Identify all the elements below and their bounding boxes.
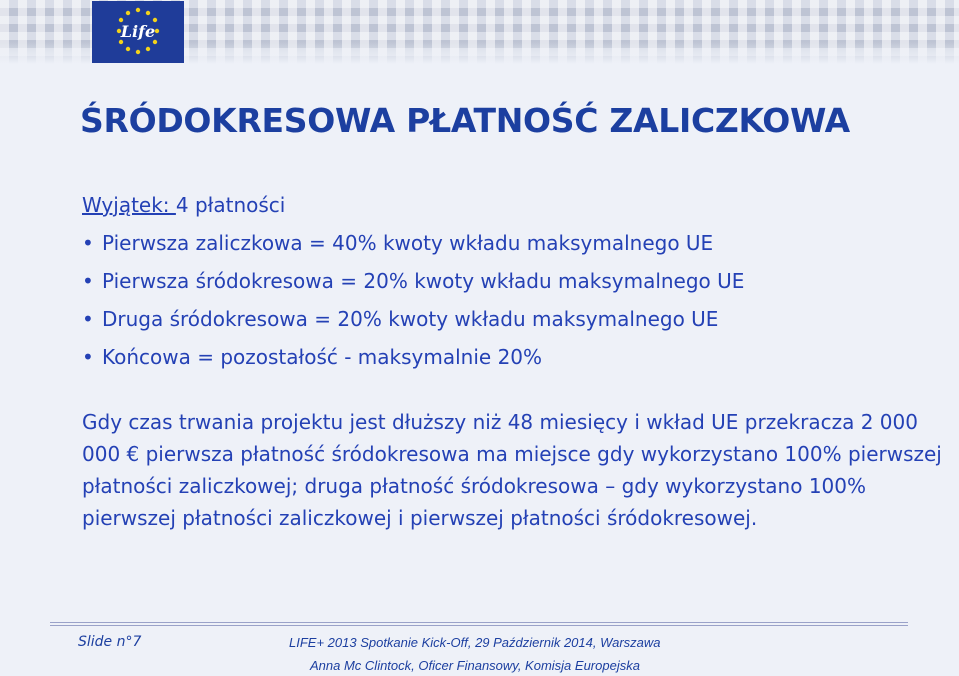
slide-title: ŚRÓDOKRESOWA PŁATNOŚĆ ZALICZKOWA [80, 101, 850, 140]
bullet-text: Druga śródokresowa = 20% kwoty wkładu maksymalnego UE [102, 307, 719, 331]
bullet-text: Pierwsza śródokresowa = 20% kwoty wkładu maksymalnego UE [102, 269, 745, 293]
footer-event: LIFE+ 2013 Spotkanie Kick-Off, 29 Październik 2014, Warszawa [289, 635, 661, 650]
slide-body [82, 192, 942, 534]
condition-paragraph: Gdy czas trwania projektu jest dłuższy niż 48 miesięcy i wkład UE przekracza 2 000 000 € pierwsza płatność śródokresowa ma miejsce gdy wykorzystano 100% pierwszej płatności zaliczkowej; druga płatność śródokresowa – gdy wykorzystano 100% pierwszej płatności zaliczkowej i pierwszej płatności śródokresowej. [82, 410, 942, 530]
exception-value: 4 płatności [175, 193, 286, 217]
bullet-text: Końcowa = pozostałość - maksymalnie 20% [102, 345, 543, 369]
footer-divider [50, 622, 908, 626]
eu-stars-icon [92, 1, 184, 63]
bullet-text: Pierwsza zaliczkowa = 40% kwoty wkładu maksymalnego UE [102, 231, 714, 255]
bullet-icon: • [82, 269, 94, 293]
bullet-item [82, 268, 942, 306]
bullet-item [82, 344, 942, 382]
footer-presenter: Anna Mc Clintock, Oficer Finansowy, Komisja Europejska [310, 658, 640, 673]
slide-number: Slide n°7 [78, 634, 142, 650]
exception-line [82, 192, 942, 230]
bullet-item [82, 230, 942, 268]
bullet-icon: • [82, 345, 94, 369]
bullet-icon: • [82, 231, 94, 255]
logo-wordmark: Life [120, 22, 156, 41]
exception-label: Wyjątek: [82, 193, 176, 217]
bullet-item [82, 306, 942, 344]
bullet-icon: • [82, 307, 94, 331]
life-logo [92, 1, 184, 63]
